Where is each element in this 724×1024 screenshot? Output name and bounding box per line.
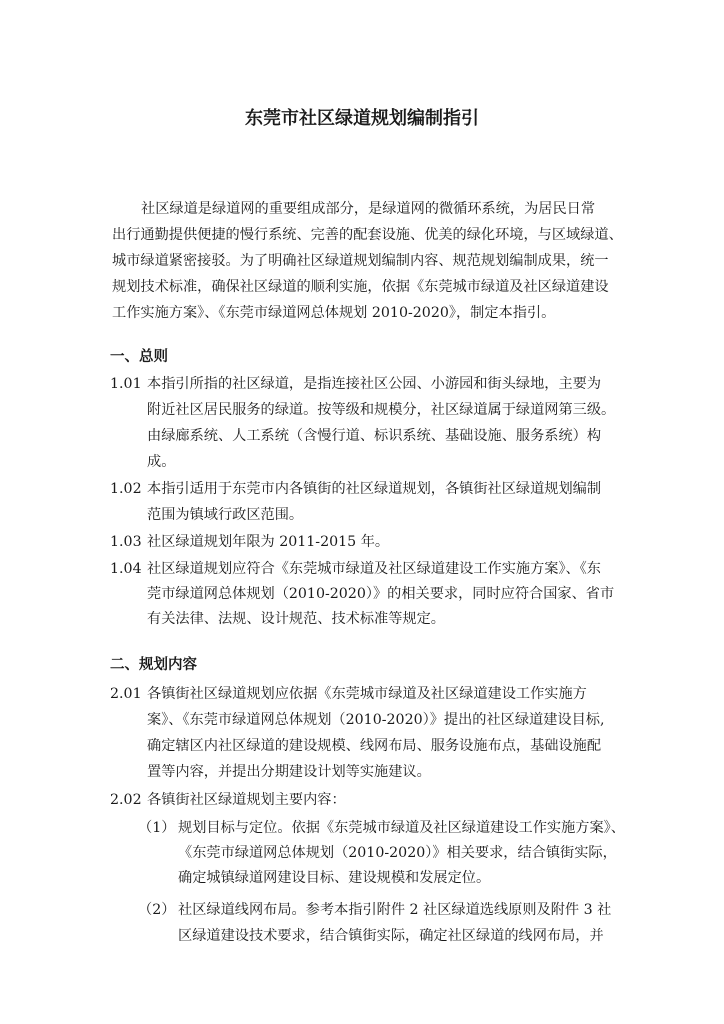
clause-line: 成。 (147, 454, 176, 470)
subclause-line: 《东莞市绿道网总体规划（2010-2020）》相关要求，结合镇街实际， (178, 845, 617, 861)
section-heading: 二、规划内容 (110, 657, 197, 673)
clause-number: 1.01 (110, 376, 142, 392)
intro-line: 社区绿道是绿道网的重要组成部分，是绿道网的微循环系统，为居民日常 (141, 201, 596, 217)
clause-line: 莞市绿道网总体规划（2010-2020）》的相关要求，同时应符合国家、省市 (147, 586, 615, 602)
clause-line: 本指引适用于东莞市内各镇街的社区绿道规划，各镇街社区绿道规划编制 (147, 481, 602, 497)
intro-line: 出行通勤提供便捷的慢行系统、完善的配套设施、优美的绿化环境，与区域绿道、 (112, 227, 623, 243)
clause-line: 范围为镇域行政区范围。 (147, 507, 304, 523)
clause-number: 1.04 (110, 561, 142, 577)
subclause-line: 区绿道建设技术要求，结合镇街实际，确定社区绿道的线网布局，并 (178, 928, 604, 944)
clause-line: 各镇街社区绿道规划主要内容： (147, 792, 346, 808)
page-title: 东莞市社区绿道规划编制指引 (245, 108, 479, 129)
clause-line: 本指引所指的社区绿道，是指连接社区公园、小游园和街头绿地，主要为 (147, 376, 602, 392)
clause-line: 社区绿道规划年限为 2011-2015 年。 (147, 534, 390, 550)
clause-line: 附近社区居民服务的绿道。按等级和规模分，社区绿道属于绿道网第三级。 (147, 402, 616, 418)
clause-line: 各镇街社区绿道规划应依据《东莞城市绿道及社区绿道建设工作实施方 (147, 686, 587, 702)
subclause-line: 社区绿道线网布局。参考本指引附件 2 社区绿道选线原则及附件 3 社 (178, 902, 612, 918)
subclause-line: 规划目标与定位。依据《东莞城市绿道及社区绿道建设工作实施方案》、 (178, 820, 625, 836)
clause-line: 确定辖区内社区绿道的建设规模、线网布局、服务设施布点，基础设施配 (147, 738, 602, 754)
section-heading: 一、总则 (110, 349, 168, 365)
clause-line: 由绿廊系统、人工系统（含慢行道、标识系统、基础设施、服务系统）构 (147, 428, 602, 444)
clause-number: 2.01 (110, 686, 142, 702)
subclause-number: （1） (138, 820, 176, 836)
clause-number: 1.03 (110, 534, 142, 550)
subclause-number: （2） (138, 902, 176, 918)
clause-number: 2.02 (110, 792, 142, 808)
intro-line: 规划技术标准，确保社区绿道的顺利实施，依据《东莞城市绿道及社区绿道建设 (112, 279, 609, 295)
clause-line: 置等内容，并提出分期建设计划等实施建议。 (147, 764, 431, 780)
subclause-line: 确定城镇绿道网建设目标、建设规模和发展定位。 (178, 870, 491, 886)
clause-number: 1.02 (110, 481, 142, 497)
intro-line: 工作实施方案》、《东莞市绿道网总体规划 2010-2020》，制定本指引。 (112, 305, 556, 321)
clause-line: 案》、《东莞市绿道网总体规划（2010-2020）》提出的社区绿道建设目标, (147, 712, 605, 728)
intro-line: 城市绿道紧密接驳。为了明确社区绿道规划编制内容、规范规划编制成果，统一 (112, 253, 609, 269)
clause-line: 社区绿道规划应符合《东莞城市绿道及社区绿道建设工作实施方案》、《东 (147, 561, 601, 577)
clause-line: 有关法律、法规、设计规范、技术标准等规定。 (147, 611, 445, 627)
